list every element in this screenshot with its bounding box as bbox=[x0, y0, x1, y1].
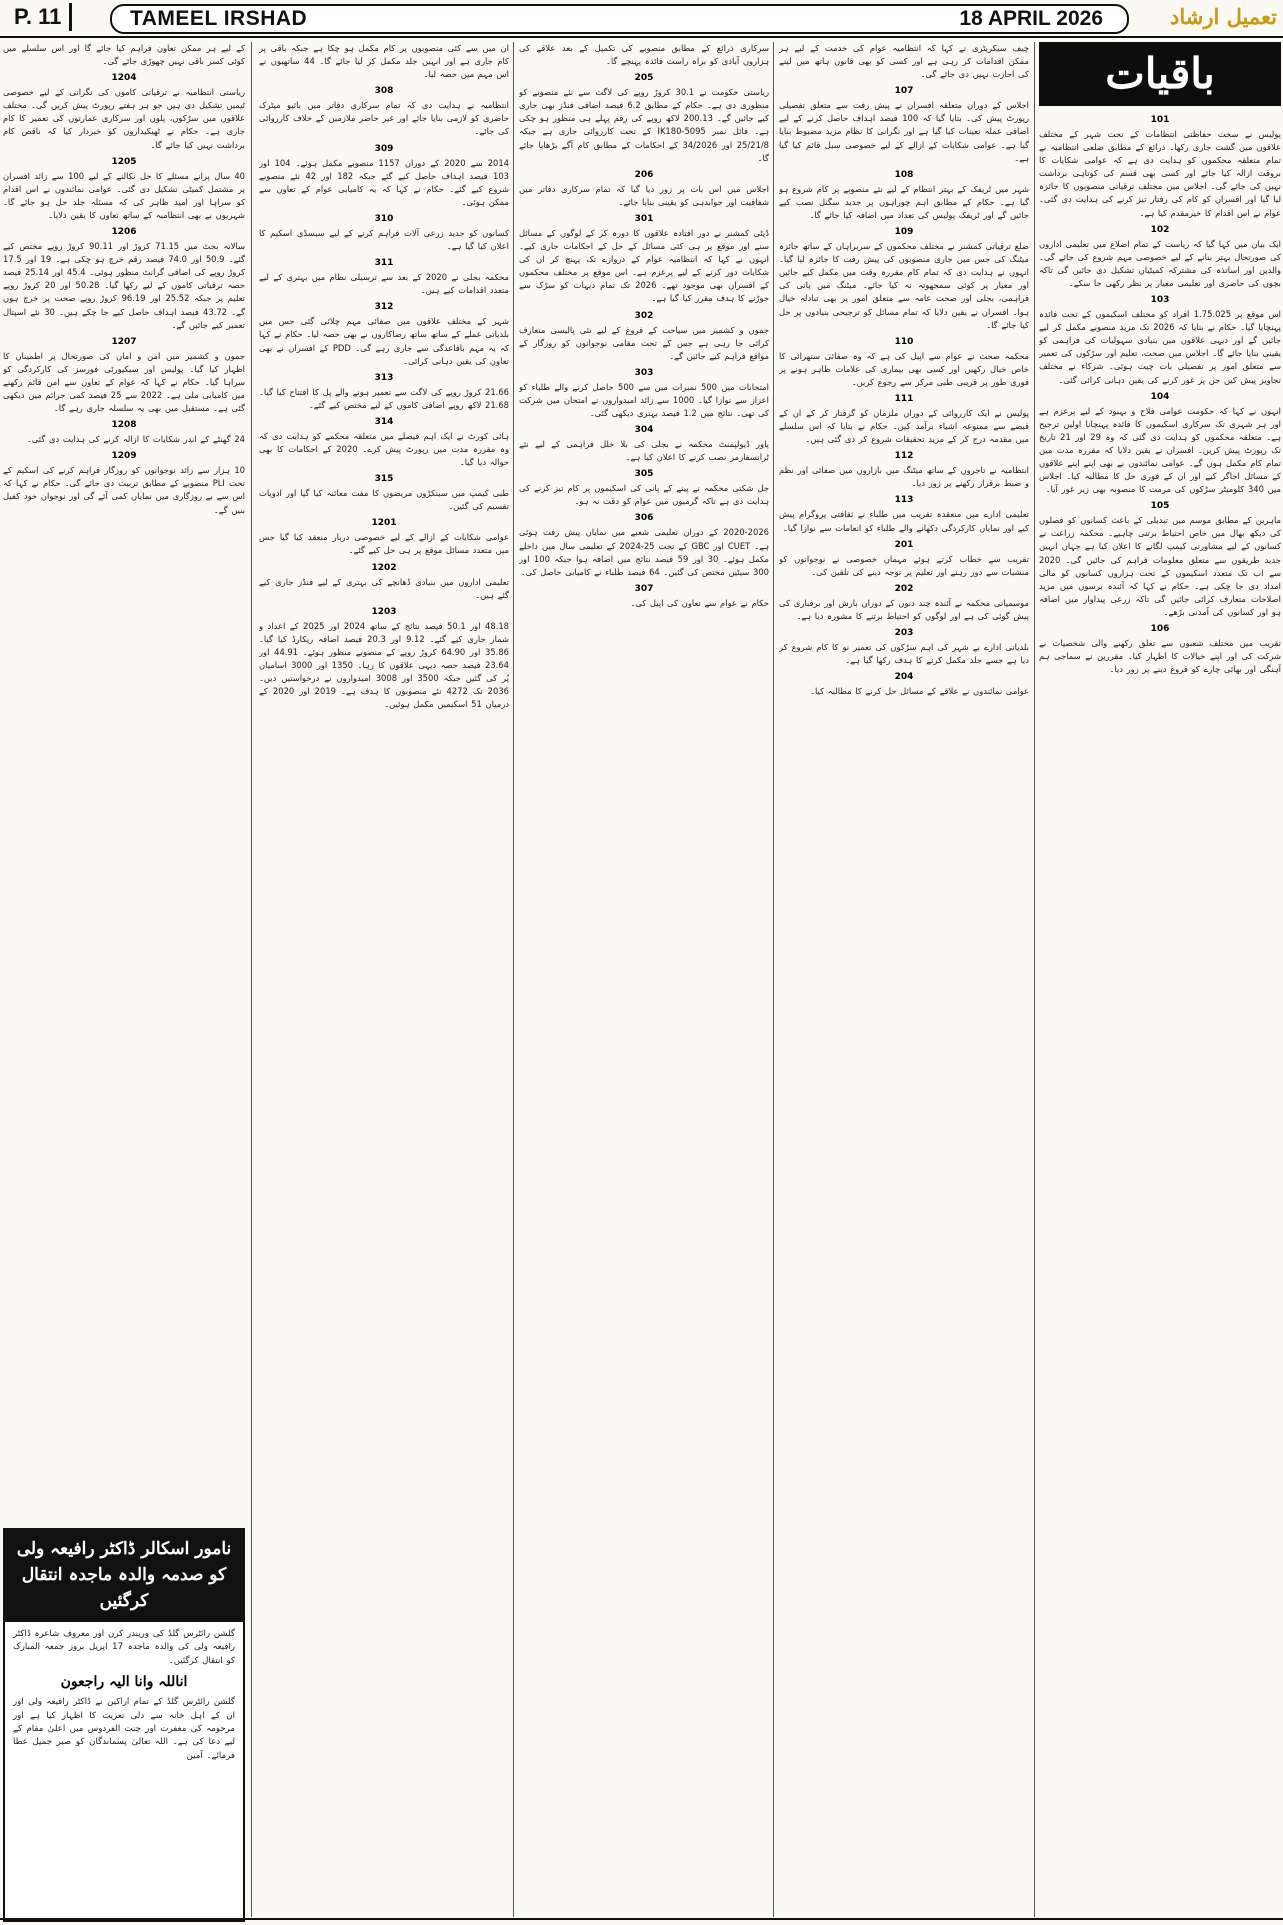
story-text: ریاستی حکومت نے 30.1 کروڑ روپے کی لاگت سے نئے منصوبے کو منظوری دی ہے۔ حکام کے مطابق 6.2 فیصد اضافی فنڈز بھی جاری کیے جائیں گے۔ 200.13 لاکھ روپے کی رقم پہلے ہی منظور ہو چکی ہے۔ فائل نمبر IK180-5095 کے تحت کارروائی جاری ہے جبکہ 25/21/8 اور 34/2026 کے احکامات کے مطابق کام آگے بڑھایا جائے گا۔ bbox=[519, 87, 769, 163]
story-number: 312 bbox=[374, 302, 394, 313]
story-number: 311 bbox=[374, 258, 394, 269]
story-text: جل شکتی محکمہ نے پینے کے پانی کی اسکیموں پر کام تیز کرنے کی ہدایت دی ہے تاکہ گرمیوں میں عوام کو دقت نہ ہو۔ bbox=[519, 483, 769, 507]
story-number: 103 bbox=[1150, 295, 1170, 306]
story-number: 101 bbox=[1150, 115, 1170, 125]
obituary-box bbox=[3, 1528, 245, 1922]
column-5 bbox=[3, 42, 245, 1524]
story-text: ریاستی انتظامیہ نے ترقیاتی کاموں کی نگرانی کے لیے خصوصی ٹیمیں تشکیل دی ہیں جو ہر ہفتے رپورٹ پیش کریں گی۔ مختلف علاقوں میں سڑکوں، پلوں اور سرکاری عمارتوں کی تعمیر کا کام جاری ہے۔ حکام نے ٹھیکیداروں کو خبردار کیا کہ ناقص کام برداشت نہیں کیا جائے گا۔ bbox=[3, 87, 245, 150]
story-text: ہائی کورٹ نے ایک اہم فیصلے میں متعلقہ محکمے کو ہدایت دی کہ وہ مقررہ مدت میں رپورٹ پیش کرے۔ 2020 کے احکامات کا بھی حوالہ دیا گیا۔ bbox=[259, 430, 509, 468]
story-number: 110 bbox=[894, 336, 914, 347]
story-text: تقریب میں مختلف شعبوں سے تعلق رکھنے والی شخصیات نے شرکت کی اور اپنے خیالات کا اظہار کیا۔ مقررین نے سماجی ہم آہنگی اور بھائی چارے کو فروغ دینے پر زور دیا۔ bbox=[1039, 638, 1281, 675]
story-text: محکمہ صحت نے عوام سے اپیل کی ہے کہ وہ صفائی ستھرائی کا خاص خیال رکھیں اور کسی بھی بیماری کی علامات ظاہر ہونے پر فوری طور پر قریبی طبی مرکز سے رجوع کریں۔ bbox=[779, 350, 1029, 387]
column-divider bbox=[513, 42, 514, 1917]
story-text: تعلیمی اداروں میں بنیادی ڈھانچے کی بہتری کے لیے فنڈز جاری کیے گئے ہیں۔ bbox=[259, 576, 509, 600]
column-3 bbox=[519, 42, 769, 1917]
story-number: 303 bbox=[634, 367, 654, 378]
story-number: 104 bbox=[1150, 391, 1170, 402]
story-number: 105 bbox=[1150, 501, 1170, 512]
story-text: اجلاس میں اس بات پر زور دیا گیا کہ تمام سرکاری دفاتر میں شفافیت اور جوابدہی کو یقینی بنایا جائے۔ bbox=[519, 183, 769, 207]
story-number: 102 bbox=[1150, 224, 1170, 235]
page-header bbox=[0, 0, 1283, 36]
story-text: ڈپٹی کمشنر نے دور افتادہ علاقوں کا دورہ کر کے لوگوں کے مسائل سنے اور موقع پر ہی کئی مسائل کے حل کے احکامات جاری کیے۔ انہوں نے کہا کہ انتظامیہ عوام کے دروازے تک پہنچ کر ان کی شکایات دور کرنے کے لیے پرعزم ہے۔ اس موقع پر مختلف محکموں کے افسران بھی موجود تھے۔ 2026 تک تمام دیہات کو سڑک سے جوڑنے کا ہدف مقرر کیا گیا ہے۔ bbox=[519, 227, 769, 304]
story-number: 306 bbox=[634, 513, 654, 524]
story-text: 2020-2026 کے دوران تعلیمی شعبے میں نمایاں پیش رفت ہوئی ہے۔ CUET اور GBC کے تحت 25-2024 کے تعلیمی سال میں داخلے مکمل ہوئے۔ 30 اور 59 فیصد نتائج میں اضافہ ہوا جبکہ 100 اور 300 سیٹیں مختص کی گئیں۔ 64 فیصد طلباء نے کامیابی حاصل کی۔ bbox=[519, 527, 769, 577]
story-text: موسمیاتی محکمہ نے آئندہ چند دنوں کے دوران بارش اور برفباری کی پیش گوئی کی ہے اور لوگوں کو احتیاط برتنے کا مشورہ دیا ہے۔ bbox=[779, 597, 1029, 621]
story-text: چیف سیکریٹری نے کہا کہ انتظامیہ عوام کی خدمت کے لیے ہر ممکن اقدامات کر رہی ہے اور کسی کو بھی قانون ہاتھ میں لینے کی اجازت نہیں دی جائے گی۔ bbox=[779, 43, 1029, 80]
story-text: اس موقع پر 1.75.025 افراد کو مختلف اسکیموں کے تحت فائدہ پہنچایا گیا۔ حکام نے بتایا کہ 2026 تک مزید منصوبے مکمل کر لیے جائیں گے اور دیہی علاقوں میں بنیادی سہولیات کی فراہمی کو یقینی بنایا جائے گا۔ اجلاس میں صحت، تعلیم اور سڑکوں کی تعمیر سے متعلق امور پر تفصیلی بات چیت ہوئی۔ شرکاء نے مختلف تجاویز پیش کیں جن پر غور کرنے کی یقین دہانی کرائی گئی۔ bbox=[1039, 309, 1281, 385]
column-divider bbox=[1034, 42, 1035, 1917]
story-text: بلدیاتی ادارے نے شہر کی اہم سڑکوں کی تعمیر نو کا کام شروع کر دیا ہے جسے جلد مکمل کرنے کا ہدف رکھا گیا ہے۔ bbox=[779, 642, 1029, 666]
story-number: 1203 bbox=[371, 606, 397, 617]
story-text: پولیس نے ایک کارروائی کے دوران ملزمان کو گرفتار کر کے ان کے قبضے سے ممنوعہ اشیاء برآمد کیں۔ حکام نے بتایا کہ اس سلسلے میں مقدمہ درج کر کے مزید تحقیقات شروع کر دی گئی ہیں۔ bbox=[779, 407, 1029, 445]
story-text: جموں و کشمیر میں امن و امان کی صورتحال پر اطمینان کا اظہار کیا گیا۔ پولیس اور سیکیورٹی فورسز کی کارکردگی کو سراہا گیا۔ حکام نے کہا کہ عوام کے تعاون سے امن قائم رکھنے میں کامیابی ملی ہے۔ 2022 سے 25 فیصد کمی جرائم میں دیکھی گئی ہے۔ مستقبل میں بھی یہ سلسلہ جاری رہے گا۔ bbox=[3, 350, 245, 414]
story-number: 202 bbox=[894, 583, 914, 594]
issue-date: 18 APRIL 2026 bbox=[959, 7, 1103, 30]
obituary-headline: نامور اسکالر ڈاکٹر رافیعہ ولی کو صدمہ والدہ ماجدہ انتقال کرگئیں bbox=[5, 1530, 243, 1622]
story-text: سرکاری ذرائع کے مطابق منصوبے کی تکمیل کے بعد علاقے کی ہزاروں آبادی کو براہ راست فائدہ پہنچے گا۔ bbox=[519, 43, 769, 67]
story-text: ان میں سے کئی منصوبوں پر کام مکمل ہو چکا ہے جبکہ باقی پر کام جاری ہے اور انہیں جلد مکمل کر لیا جائے گا۔ 44 ساتھیوں نے اس مہم میں حصہ لیا۔ bbox=[259, 43, 509, 80]
column-2 bbox=[779, 42, 1029, 1917]
story-number: 203 bbox=[894, 628, 914, 638]
story-number: 309 bbox=[374, 143, 394, 154]
story-text: شہر کے مختلف علاقوں میں صفائی مہم چلائی گئی جس میں بلدیاتی عملے کے ساتھ ساتھ رضاکاروں نے بھی حصہ لیا۔ حکام نے کہا کہ یہ مہم باقاعدگی سے جاری رہے گی۔ PDD کے افسران نے بھی تعاون کی یقین دہانی کرائی۔ bbox=[259, 316, 509, 366]
story-number: 302 bbox=[634, 310, 654, 321]
story-text: عوامی شکایات کے ازالے کے لیے خصوصی دربار منعقد کیا گیا جس میں متعدد مسائل موقع پر ہی حل کیے گئے۔ bbox=[259, 532, 509, 556]
story-number: 1201 bbox=[371, 518, 397, 529]
footer-rule bbox=[0, 1918, 1283, 1920]
story-text: شہر میں ٹریفک کے بہتر انتظام کے لیے نئے منصوبے پر کام شروع ہو گیا ہے۔ حکام کے مطابق اہم چوراہوں پر جدید سگنل نصب کیے جائیں گے اور ٹریفک پولیس کی تعداد میں اضافہ کیا جائے گا۔ bbox=[779, 183, 1029, 220]
story-number: 204 bbox=[894, 672, 914, 683]
story-number: 107 bbox=[894, 86, 914, 97]
story-text: محکمہ بجلی نے 2020 کے بعد سے ترسیلی نظام میں بہتری کے لیے متعدد اقدامات کیے ہیں۔ bbox=[259, 272, 509, 296]
story-text: 2014 سے 2020 کے دوران 1157 منصوبے مکمل ہوئے۔ 104 اور 103 فیصد اہداف حاصل کیے گئے جبکہ 182 اور 42 نئے منصوبے شروع کیے گئے۔ حکام نے کہا کہ یہ کامیابی عوام کے تعاون سے ممکن ہوئی۔ bbox=[259, 157, 509, 207]
story-number: 1208 bbox=[111, 420, 137, 431]
story-number: 310 bbox=[374, 213, 394, 224]
story-text: 40 سال پرانے مسئلے کا حل نکالنے کے لیے 100 سے زائد افسران پر مشتمل کمیٹی تشکیل دی گئی۔ عوامی نمائندوں نے اس اقدام کو سراہا اور امید ظاہر کی کہ مسئلہ جلد حل ہو جائے گا۔ شہریوں نے بھی انتظامیہ کے ساتھ تعاون کا یقین دلایا۔ bbox=[3, 170, 245, 220]
story-text: انتظامیہ نے تاجروں کے ساتھ میٹنگ میں بازاروں میں صفائی اور نظم و ضبط برقرار رکھنے پر زور دیا۔ bbox=[779, 465, 1029, 489]
story-text: انہوں نے کہا کہ حکومت عوامی فلاح و بہبود کے لیے پرعزم ہے اور ہر شہری تک سرکاری اسکیموں کا فائدہ پہنچانا اولین ترجیح ہے۔ متعلقہ محکموں کو ہدایت دی گئی کہ وہ 29 اور 21 تاریخ تک رپورٹ پیش کریں۔ افسران نے یقین دلایا کہ مقررہ مدت میں تمام کام مکمل ہوں گے۔ عوامی نمائندوں نے بھی اپنے اپنے علاقوں کے مسائل اجاگر کیے اور ان کے فوری حل کا مطالبہ کیا۔ اجلاس میں 340 کلومیٹر سڑکوں کی مرمت کا منصوبہ بھی زیر غور آیا۔ bbox=[1039, 405, 1281, 495]
column-divider bbox=[773, 42, 774, 1917]
story-text: ضلع ترقیاتی کمشنر نے مختلف محکموں کے سربراہان کے ساتھ جائزہ میٹنگ کی جس میں جاری منصوبوں کی پیش رفت کا جائزہ لیا گیا۔ انہوں نے ہدایت دی کہ تمام کام مقررہ وقت میں مکمل کیے جائیں اور معیار پر کوئی سمجھوتہ نہ کیا جائے۔ میٹنگ میں پانی کی فراہمی، بجلی اور صحت عامہ سے متعلق امور پر بھی تبادلہ خیال ہوا۔ افسران نے یقین دلایا کہ تمام مسائل کو ترجیحی بنیادوں پر حل کیا جائے گا۔ bbox=[779, 241, 1029, 330]
story-number: 109 bbox=[894, 227, 914, 238]
obituary-text: گلشن رائٹرس گلڈ کے تمام اراکین نے ڈاکٹر رافیعہ ولی اور ان کے اہل خانہ سے دلی تعزیت کا اظہار کیا ہے اور مرحومہ کی مغفرت اور جنت الفردوس میں اعلیٰ مقام کے لیے دعا کی ہے۔ اللہ تعالیٰ پسماندگان کو صبر جمیل عطا فرمائے۔ آمین bbox=[13, 1697, 235, 1761]
story-number: 313 bbox=[374, 372, 394, 383]
story-text: طبی کیمپ میں سینکڑوں مریضوں کا مفت معائنہ کیا گیا اور ادویات تقسیم کی گئیں۔ bbox=[259, 488, 509, 512]
story-text: پاور ڈیولپمنٹ محکمہ نے بجلی کی بلا خلل فراہمی کے لیے نئے ٹرانسفارمر نصب کرنے کا اعلان کیا ہے۔ bbox=[519, 439, 769, 463]
header-rule bbox=[0, 36, 1283, 38]
story-text: تقریب سے خطاب کرتے ہوئے مہمان خصوصی نے نوجوانوں کو منشیات سے دور رہنے اور تعلیم پر توجہ دینے کی تلقین کی۔ bbox=[779, 553, 1029, 577]
story-text: ایک بیان میں کہا گیا کہ ریاست کے تمام اضلاع میں تعلیمی اداروں کی صورتحال بہتر بنانے کے لیے خصوصی مہم شروع کی جائے گی۔ والدین اور اساتذہ کی مشترکہ کمیٹیاں تشکیل دی جائیں گی تاکہ بچوں کی حاضری اور تعلیمی معیار پر نظر رکھی جا سکے۔ bbox=[1039, 238, 1281, 288]
story-number: 304 bbox=[634, 425, 654, 436]
story-text: انتظامیہ نے ہدایت دی کہ تمام سرکاری دفاتر میں بائیو میٹرک حاضری کو لازمی بنایا جائے اور غیر حاضر ملازمین کے خلاف کارروائی کی جائے۔ bbox=[259, 100, 509, 137]
obituary-body bbox=[5, 1622, 243, 1772]
story-text: کسانوں کو جدید زرعی آلات فراہم کرنے کے لیے سبسڈی اسکیم کا اعلان کیا گیا ہے۔ bbox=[259, 227, 509, 252]
newspaper-name: TAMEEL IRSHAD bbox=[130, 7, 308, 30]
obituary-prayer: اناللہ وانا الیہ راجعون bbox=[60, 1674, 188, 1691]
story-text: 10 ہزار سے زائد نوجوانوں کو روزگار فراہم کرنے کی اسکیم کے تحت PLI منصوبے کے مطابق تربیت دی جائے گی۔ حکام نے کہا کہ اس سے بے روزگاری میں نمایاں کمی آئے گی اور نوجوان خود کفیل بنیں گے۔ bbox=[3, 465, 245, 515]
story-number: 1202 bbox=[371, 562, 397, 573]
story-text: 48.18 اور 50.1 فیصد نتائج کے ساتھ 2024 اور 2025 کے اعداد و شمار جاری کیے گئے۔ 9.12 اور 20.3 فیصد اضافہ ریکارڈ کیا گیا۔ 35.86 اور 64.90 کروڑ روپے کے منصوبے منظور ہوئے۔ 44.91 اور 23.64 فیصد حصہ دیہی علاقوں کا رہا۔ 1350 اور 3000 اسامیاں پُر کی گئیں جبکہ 3500 اور 3008 امیدواروں نے درخواستیں دیں۔ 2036 تک 4272 نئے منصوبوں کا ہدف ہے۔ 2019 اور 2020 کے درمیان 51 اسکیمیں مکمل ہوئیں۔ bbox=[259, 620, 509, 710]
story-text: جموں و کشمیر میں سیاحت کے فروغ کے لیے نئی پالیسی متعارف کرائی جا رہی ہے جس کے تحت مقامی نوجوانوں کو روزگار کے مواقع فراہم کیے جائیں گے۔ bbox=[519, 324, 769, 361]
newspaper-logo: تعمیل ارشاد bbox=[1170, 4, 1277, 29]
story-number: 314 bbox=[374, 416, 394, 427]
section-masthead: باقیات bbox=[1039, 42, 1281, 106]
story-number: 113 bbox=[894, 495, 914, 506]
story-text: سالانہ بجٹ میں 71.15 کروڑ اور 90.11 کروڑ روپے مختص کیے گئے۔ 50.9 اور 74.0 فیصد رقم خرچ ہو چکی ہے۔ 19 اور 17.5 کروڑ روپے کی اضافی گرانٹ منظور ہوئی۔ 45.4 اور 25.14 فیصد حصہ ترقیاتی کاموں کے لیے رکھا گیا۔ 50.28 اور 20 کروڑ روپے تعلیم پر جبکہ 25.52 اور 96.19 کروڑ روپے صحت پر خرچ ہوں گے۔ 43.72 فیصد اہداف حاصل کیے جا چکے ہیں۔ 30 نئے اسپتال تعمیر کیے جائیں گے۔ bbox=[3, 241, 245, 330]
story-number: 112 bbox=[894, 451, 914, 462]
column-divider bbox=[251, 42, 252, 1917]
story-text: امتحانات میں 500 نمبرات میں سے 500 حاصل کرنے والے طلباء کو اعزاز سے نوازا گیا۔ 1000 سے زائد امیدواروں نے امتحان میں شرکت کی تھی۔ نتائج میں 1.2 فیصد بہتری دیکھی گئی۔ bbox=[519, 381, 769, 418]
story-text: 21.66 کروڑ روپے کی لاگت سے تعمیر ہونے والے پل کا افتتاح کیا گیا۔ 21.68 لاکھ روپے اضافی کاموں کے لیے مختص کیے گئے۔ bbox=[259, 386, 509, 410]
story-number: 315 bbox=[374, 474, 394, 485]
story-number: 205 bbox=[634, 73, 654, 84]
story-number: 108 bbox=[894, 169, 914, 180]
story-number: 1205 bbox=[111, 156, 137, 167]
story-number: 206 bbox=[634, 169, 654, 180]
obituary-text: گلشن رائٹرس گلڈ کی وریندر کرن اور معروف شاعرہ ڈاکٹر رافیعہ ولی کی والدہ ماجدہ 17 اپریل بروز جمعہ المبارک کو انتقال کرگئیں۔ bbox=[13, 1629, 235, 1666]
story-number: 1207 bbox=[111, 336, 137, 347]
story-text: تعلیمی ادارے میں منعقدہ تقریب میں طلباء نے ثقافتی پروگرام پیش کیے اور نمایاں کارکردگی دکھانے والے طلباء کو انعامات سے نوازا گیا۔ bbox=[779, 509, 1029, 533]
story-number: 111 bbox=[894, 393, 914, 404]
column-4 bbox=[259, 42, 509, 1917]
story-text: ماہرین کے مطابق موسم میں تبدیلی کے باعث کسانوں کو فصلوں کی دیکھ بھال میں خاص احتیاط برتنی چاہیے۔ محکمہ زراعت نے کسانوں کے لیے مشاورتی کیمپ لگانے کا اعلان کیا ہے جہاں انہیں جدید طریقوں سے متعلق معلومات فراہم کی جائیں گی۔ 2020 سے اب تک متعدد اسکیموں کے تحت ہزاروں کسانوں کو مالی امداد دی جا چکی ہے۔ حکام نے کہا کہ آئندہ برسوں میں مزید اصلاحات متعارف کرائی جائیں گی تاکہ زرعی پیداوار میں اضافہ ہو اور کسانوں کی آمدنی بڑھے۔ bbox=[1039, 515, 1281, 617]
story-number: 305 bbox=[634, 469, 654, 480]
story-number: 1204 bbox=[111, 73, 137, 84]
story-number: 201 bbox=[894, 539, 914, 550]
story-text: اجلاس کے دوران متعلقہ افسران نے پیش رفت سے متعلق تفصیلی رپورٹ پیش کی۔ بتایا گیا کہ 100 فیصد اہداف حاصل کرنے کے لیے اضافی عملہ تعینات کیا گیا ہے اور نگرانی کا نظام مزید مضبوط بنایا گیا ہے۔ عوامی شکایات کے ازالے کے لیے خصوصی سیل قائم کیا گیا ہے۔ bbox=[779, 100, 1029, 163]
header-bar bbox=[110, 4, 1129, 34]
story-text: حکام نے عوام سے تعاون کی اپیل کی۔ bbox=[630, 597, 769, 608]
story-text: پولیس نے سخت حفاظتی انتظامات کے تحت شہر کے مختلف علاقوں میں گشت جاری رکھا۔ ذرائع کے مطابق ضلعی انتظامیہ نے تمام متعلقہ محکموں کو ہدایت دی ہے کہ عوامی شکایات کا بروقت ازالہ کیا جائے اور کسی بھی قسم کی کوتاہی برداشت نہیں کی جائے گی۔ اجلاس میں مختلف ترقیاتی منصوبوں کا جائزہ لیا گیا اور افسران کو کام کی رفتار تیز کرنے کی ہدایت دی گئی۔ عوام نے اس اقدام کا خیرمقدم کیا ہے۔ bbox=[1039, 129, 1281, 218]
column-1 bbox=[1039, 110, 1281, 1916]
story-text: عوامی نمائندوں نے علاقے کے مسائل حل کرنے کا مطالبہ کیا۔ bbox=[810, 686, 1029, 697]
story-number: 106 bbox=[1150, 624, 1170, 634]
story-number: 1206 bbox=[111, 227, 137, 238]
story-text: کے لیے ہر ممکن تعاون فراہم کیا جائے گا اور اس سلسلے میں کوئی کسر باقی نہیں چھوڑی جائے گی۔ bbox=[3, 43, 245, 67]
page-number: P. 11 bbox=[6, 3, 72, 31]
story-number: 301 bbox=[634, 213, 654, 224]
story-text: 24 گھنٹے کے اندر شکایات کا ازالہ کرنے کی ہدایت دی گئی۔ bbox=[26, 434, 245, 445]
story-number: 308 bbox=[374, 86, 394, 97]
story-number: 307 bbox=[634, 583, 654, 594]
story-number: 1209 bbox=[111, 451, 137, 462]
